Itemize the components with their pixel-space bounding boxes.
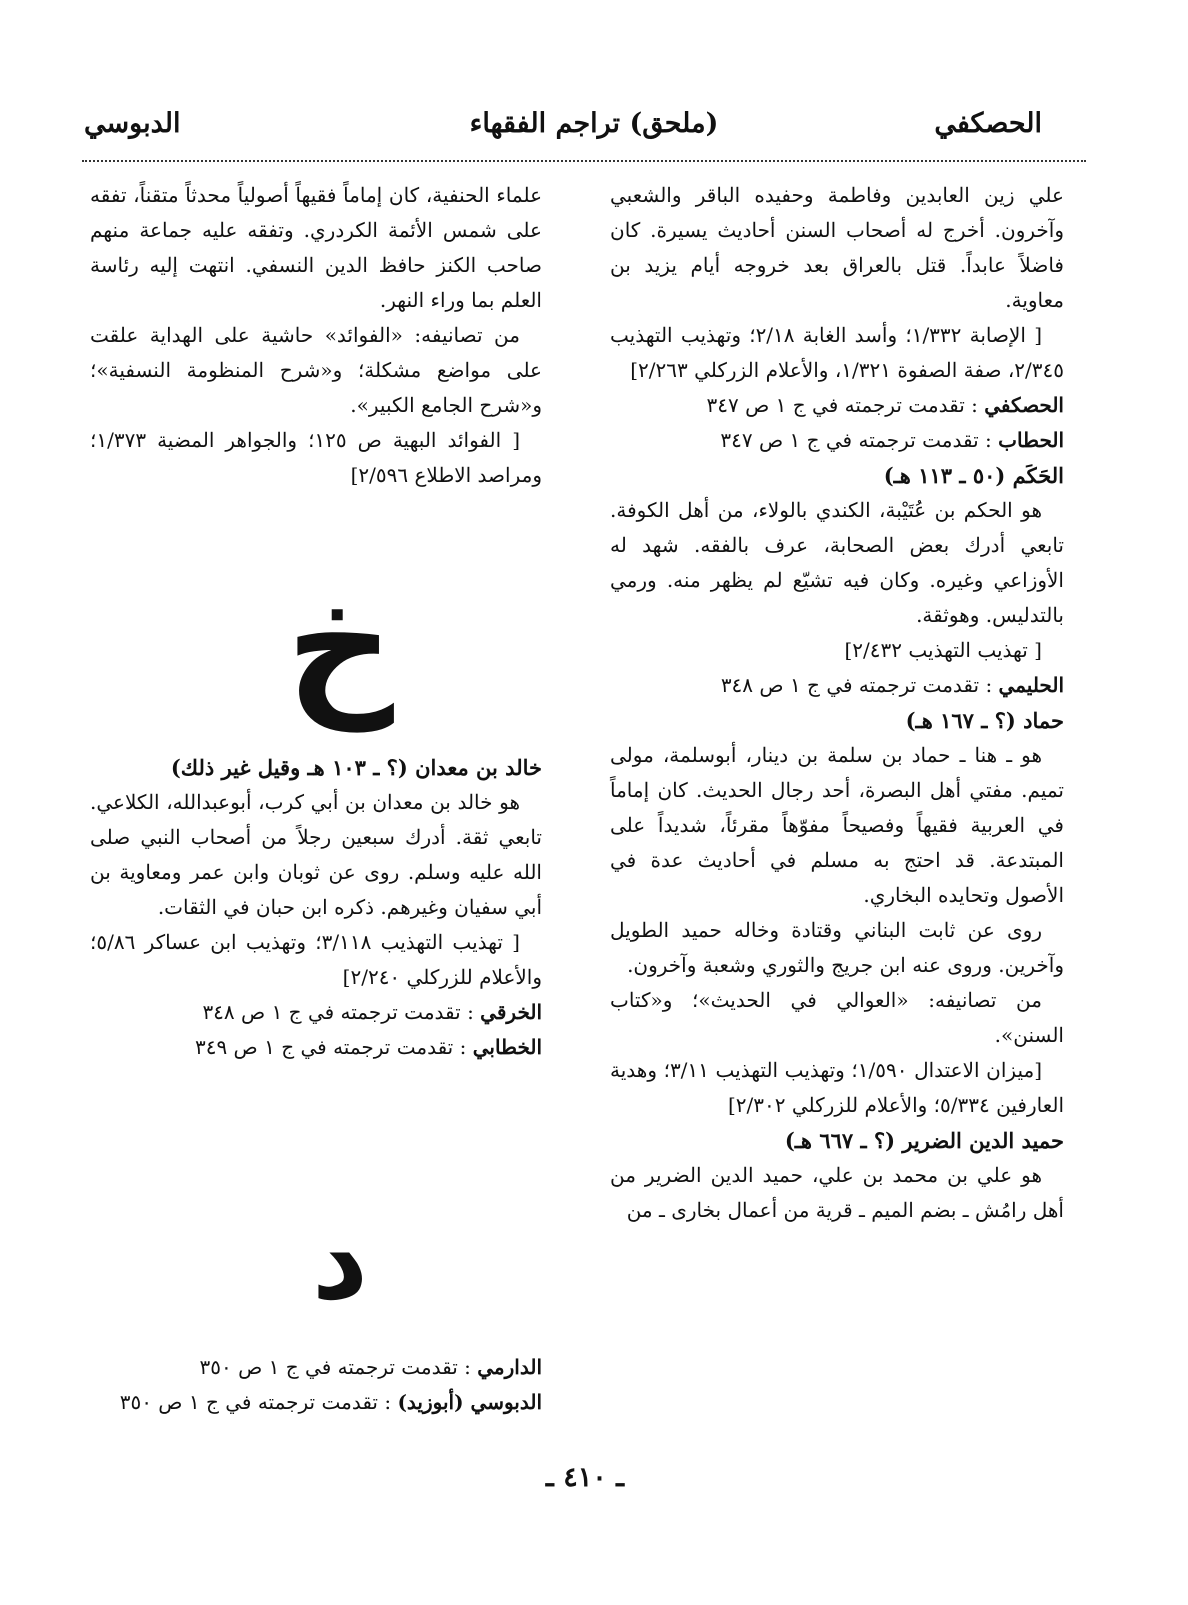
cross-reference: الدارمي : تقدمت ترجمته في ج ١ ص ٣٥٠ bbox=[199, 1355, 542, 1379]
entry-heading: الحَكَم (٥٠ ـ ١١٣ هـ) bbox=[883, 463, 1064, 488]
entry-name: الحصكفي bbox=[984, 393, 1064, 417]
header-rule bbox=[82, 160, 1086, 162]
left-column-middle bbox=[90, 750, 542, 1065]
cross-reference: الحليمي : تقدمت ترجمته في ج ١ ص ٣٤٨ bbox=[720, 673, 1064, 697]
right-column bbox=[610, 178, 1064, 1228]
entry-name: الحطاب bbox=[998, 428, 1064, 452]
reference: [ تهذيب التهذيب ٣/١١٨؛ وتهذيب ابن عساكر ٥/٨٦؛ والأعلام للزركلي ٢/٢٤٠] bbox=[90, 930, 542, 989]
section-letter-dal: د bbox=[311, 1196, 369, 1324]
paragraph: علماء الحنفية، كان إماماً فقيهاً أصولياً محدثاً متقناً، تفقه على شمس الأئمة الكردري. وتفقه عليه جماعة منهم صاحب الكنز حافظ الدين النسفي. انتهت إليه رئاسة العلم بما وراء النهر. bbox=[90, 183, 542, 312]
reference: [ الفوائد البهية ص ١٢٥؛ والجواهر المضية ١/٣٧٣؛ ومراصد الاطلاع ٢/٥٩٦] bbox=[90, 428, 542, 487]
header-left: الدبوسي bbox=[84, 108, 181, 139]
header-center: (ملحق) تراجم الفقهاء bbox=[469, 108, 719, 139]
entry-name: الخطابي bbox=[472, 1035, 542, 1059]
entry-name: الخرقي bbox=[480, 1000, 542, 1024]
paragraph: علي زين العابدين وفاطمة وحفيده الباقر والشعبي وآخرون. أخرج له أصحاب السنن أحاديث يسيرة. كان فاضلاً عابداً. قتل بالعراق بعد خروجه أيام يزيد بن معاوية. bbox=[610, 183, 1064, 312]
entry-name: الدبوسي (أبوزيد) bbox=[397, 1390, 542, 1414]
entry-heading: حميد الدين الضرير (؟ ـ ٦٦٧ هـ) bbox=[784, 1128, 1064, 1153]
cross-reference: الحصكفي : تقدمت ترجمته في ج ١ ص ٣٤٧ bbox=[706, 393, 1064, 417]
entry-heading: خالد بن معدان (؟ ـ ١٠٣ هـ وقيل غير ذلك) bbox=[170, 755, 542, 780]
reference: [ تهذيب التهذيب ٢/٤٣٢] bbox=[844, 638, 1042, 662]
paragraph: هو ـ هنا ـ حماد بن سلمة بن دينار، أبوسلمة، مولى تميم. مفتي أهل البصرة، أحد رجال الحديث. كان إماماً في العربية فقيهاً وفصيحاً مفوّهاً مقرئاً، شديداً على المبتدعة. قد احتج به مسلم في أحاديث عدة في الأصول وتحايده البخاري. bbox=[610, 743, 1064, 907]
header-right: الحصكفي bbox=[934, 108, 1042, 139]
entry-name: الحليمي bbox=[998, 673, 1064, 697]
page-number: ـ ٤١٠ ـ bbox=[545, 1462, 625, 1493]
paragraph: هو الحكم بن عُتَيْبة، الكندي بالولاء، من أهل الكوفة. تابعي أدرك بعض الصحابة، عرف بالفقه. شهد له الأوزاعي وغيره. وكان فيه تشيّع لم يظهر منه. ورمي بالتدليس. وهوثقة. bbox=[610, 498, 1064, 627]
entry-heading: حماد (؟ ـ ١٦٧ هـ) bbox=[905, 708, 1064, 733]
cross-reference: الحطاب : تقدمت ترجمته في ج ١ ص ٣٤٧ bbox=[720, 428, 1064, 452]
paragraph: هو علي بن محمد بن علي، حميد الدين الضرير من أهل رامُش ـ بضم الميم ـ قرية من أعمال بخارى ـ من bbox=[610, 1163, 1064, 1222]
paragraph: روى عن ثابت البناني وقتادة وخاله حميد الطويل وآخرين. وروى عنه ابن جريج والثوري وشعبة وآخرون. bbox=[610, 918, 1064, 977]
cross-reference: الخرقي : تقدمت ترجمته في ج ١ ص ٣٤٨ bbox=[202, 1000, 542, 1024]
reference: [ الإصابة ١/٣٣٢؛ وأسد الغابة ٢/١٨؛ وتهذيب التهذيب ٢/٣٤٥، صفة الصفوة ١/٣٢١، والأعلام الزركلي ٢/٢٦٣] bbox=[610, 323, 1064, 382]
left-column-top bbox=[90, 178, 542, 493]
cross-reference: الدبوسي (أبوزيد) : تقدمت ترجمته في ج ١ ص ٣٥٠ bbox=[119, 1390, 542, 1414]
entry-name: الدارمي bbox=[477, 1355, 542, 1379]
paragraph: هو خالد بن معدان بن أبي كرب، أبوعبدالله، الكلاعي. تابعي ثقة. أدرك سبعين رجلاً من أصحاب النبي صلى الله عليه وسلم. روى عن ثوبان وابن عمر ومعاوية بن أبي سفيان وغيرهم. ذكره ابن حبان في الثقات. bbox=[90, 790, 542, 919]
section-letter-kha: خ bbox=[285, 558, 395, 732]
left-column-bottom bbox=[90, 1350, 542, 1420]
paragraph: من تصانيفه: «العوالي في الحديث»؛ و«كتاب السنن». bbox=[610, 988, 1064, 1047]
paragraph: من تصانيفه: «الفوائد» حاشية على الهداية علقت على مواضع مشكلة؛ و«شرح المنظومة النسفية»؛ و«شرح الجامع الكبير». bbox=[90, 323, 542, 417]
cross-reference: الخطابي : تقدمت ترجمته في ج ١ ص ٣٤٩ bbox=[194, 1035, 542, 1059]
reference: [ميزان الاعتدال ١/٥٩٠؛ وتهذيب التهذيب ٣/١١؛ وهدية العارفين ٥/٣٣٤؛ والأعلام للزركلي ٢/٣٠٢] bbox=[610, 1058, 1064, 1117]
